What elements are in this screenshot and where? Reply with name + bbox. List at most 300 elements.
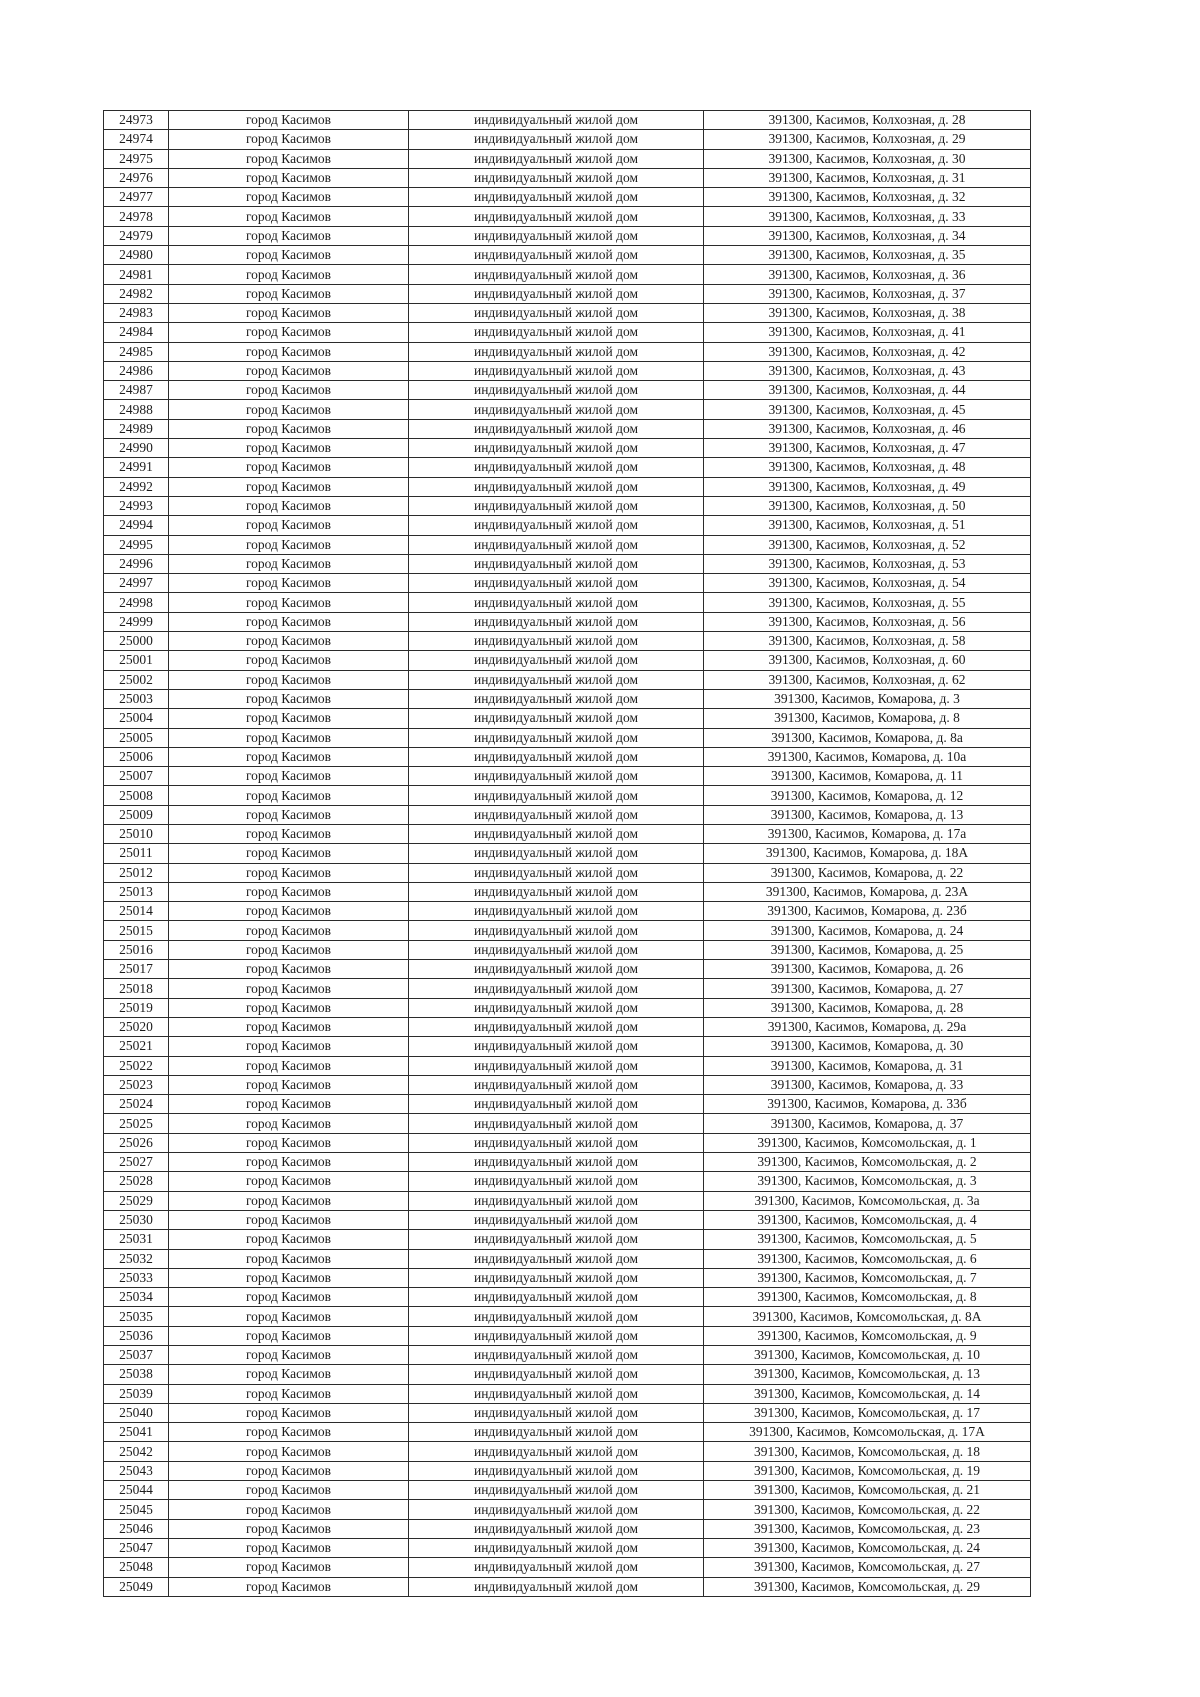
locality-cell: город Касимов [169, 593, 409, 612]
address-cell: 391300, Касимов, Комсомольская, д. 17А [704, 1423, 1031, 1442]
locality-cell: город Касимов [169, 1172, 409, 1191]
table-row [104, 1210, 1031, 1229]
table-row [104, 728, 1031, 747]
row-number-cell: 25004 [104, 709, 169, 728]
table-row [104, 747, 1031, 766]
row-number-cell: 25034 [104, 1288, 169, 1307]
locality-cell: город Касимов [169, 805, 409, 824]
building-type-cell: индивидуальный жилой дом [409, 381, 704, 400]
address-cell: 391300, Касимов, Комарова, д. 8 [704, 709, 1031, 728]
row-number-cell: 25033 [104, 1268, 169, 1287]
row-number-cell: 24991 [104, 458, 169, 477]
building-type-cell: индивидуальный жилой дом [409, 1153, 704, 1172]
locality-cell: город Касимов [169, 458, 409, 477]
address-cell: 391300, Касимов, Колхозная, д. 34 [704, 226, 1031, 245]
building-type-cell: индивидуальный жилой дом [409, 1268, 704, 1287]
building-type-cell: индивидуальный жилой дом [409, 168, 704, 187]
table-row [104, 265, 1031, 284]
building-type-cell: индивидуальный жилой дом [409, 612, 704, 631]
table-row [104, 130, 1031, 149]
table-row [104, 1172, 1031, 1191]
address-cell: 391300, Касимов, Комарова, д. 33 [704, 1075, 1031, 1094]
row-number-cell: 25025 [104, 1114, 169, 1133]
address-cell: 391300, Касимов, Комарова, д. 27 [704, 979, 1031, 998]
building-type-cell: индивидуальный жилой дом [409, 1288, 704, 1307]
building-type-cell: индивидуальный жилой дом [409, 284, 704, 303]
address-registry-table [103, 110, 1031, 1597]
locality-cell: город Касимов [169, 439, 409, 458]
row-number-cell: 25048 [104, 1558, 169, 1577]
row-number-cell: 25030 [104, 1210, 169, 1229]
building-type-cell: индивидуальный жилой дом [409, 439, 704, 458]
row-number-cell: 25010 [104, 824, 169, 843]
address-cell: 391300, Касимов, Колхозная, д. 50 [704, 496, 1031, 515]
locality-cell: город Касимов [169, 1075, 409, 1094]
table-row [104, 246, 1031, 265]
building-type-cell: индивидуальный жилой дом [409, 979, 704, 998]
building-type-cell: индивидуальный жилой дом [409, 632, 704, 651]
address-cell: 391300, Касимов, Комарова, д. 31 [704, 1056, 1031, 1075]
table-row [104, 1558, 1031, 1577]
building-type-cell: индивидуальный жилой дом [409, 149, 704, 168]
row-number-cell: 25039 [104, 1384, 169, 1403]
address-cell: 391300, Касимов, Колхозная, д. 47 [704, 439, 1031, 458]
locality-cell: город Касимов [169, 226, 409, 245]
row-number-cell: 25031 [104, 1230, 169, 1249]
table-row [104, 998, 1031, 1017]
row-number-cell: 24973 [104, 111, 169, 130]
address-cell: 391300, Касимов, Комарова, д. 33б [704, 1095, 1031, 1114]
building-type-cell: индивидуальный жилой дом [409, 496, 704, 515]
table-row [104, 1056, 1031, 1075]
table-row [104, 921, 1031, 940]
building-type-cell: индивидуальный жилой дом [409, 786, 704, 805]
locality-cell: город Касимов [169, 747, 409, 766]
table-row [104, 979, 1031, 998]
address-cell: 391300, Касимов, Комсомольская, д. 23 [704, 1519, 1031, 1538]
building-type-cell: индивидуальный жилой дом [409, 1519, 704, 1538]
address-cell: 391300, Касимов, Колхозная, д. 58 [704, 632, 1031, 651]
row-number-cell: 24981 [104, 265, 169, 284]
locality-cell: город Касимов [169, 728, 409, 747]
row-number-cell: 24978 [104, 207, 169, 226]
building-type-cell: индивидуальный жилой дом [409, 516, 704, 535]
row-number-cell: 25001 [104, 651, 169, 670]
table-row [104, 1017, 1031, 1036]
building-type-cell: индивидуальный жилой дом [409, 1326, 704, 1345]
row-number-cell: 25000 [104, 632, 169, 651]
row-number-cell: 25026 [104, 1133, 169, 1152]
row-number-cell: 25021 [104, 1037, 169, 1056]
address-cell: 391300, Касимов, Колхозная, д. 29 [704, 130, 1031, 149]
row-number-cell: 25012 [104, 863, 169, 882]
address-cell: 391300, Касимов, Комарова, д. 23б [704, 902, 1031, 921]
address-cell: 391300, Касимов, Комарова, д. 3 [704, 689, 1031, 708]
address-cell: 391300, Касимов, Комсомольская, д. 24 [704, 1538, 1031, 1557]
table-row [104, 1500, 1031, 1519]
building-type-cell: индивидуальный жилой дом [409, 1037, 704, 1056]
table-row [104, 689, 1031, 708]
address-cell: 391300, Касимов, Колхозная, д. 37 [704, 284, 1031, 303]
address-cell: 391300, Касимов, Комсомольская, д. 27 [704, 1558, 1031, 1577]
address-cell: 391300, Касимов, Комсомольская, д. 9 [704, 1326, 1031, 1345]
building-type-cell: индивидуальный жилой дом [409, 1307, 704, 1326]
row-number-cell: 25002 [104, 670, 169, 689]
address-cell: 391300, Касимов, Комарова, д. 25 [704, 940, 1031, 959]
locality-cell: город Касимов [169, 709, 409, 728]
building-type-cell: индивидуальный жилой дом [409, 1191, 704, 1210]
table-row [104, 284, 1031, 303]
row-number-cell: 25019 [104, 998, 169, 1017]
address-cell: 391300, Касимов, Колхозная, д. 52 [704, 535, 1031, 554]
address-cell: 391300, Касимов, Колхозная, д. 51 [704, 516, 1031, 535]
building-type-cell: индивидуальный жилой дом [409, 998, 704, 1017]
locality-cell: город Касимов [169, 516, 409, 535]
address-cell: 391300, Касимов, Комарова, д. 26 [704, 960, 1031, 979]
address-cell: 391300, Касимов, Колхозная, д. 56 [704, 612, 1031, 631]
row-number-cell: 25049 [104, 1577, 169, 1596]
locality-cell: город Касимов [169, 1133, 409, 1152]
address-cell: 391300, Касимов, Комарова, д. 29а [704, 1017, 1031, 1036]
table-row [104, 111, 1031, 130]
locality-cell: город Касимов [169, 400, 409, 419]
table-row [104, 593, 1031, 612]
address-cell: 391300, Касимов, Колхозная, д. 60 [704, 651, 1031, 670]
table-row [104, 612, 1031, 631]
building-type-cell: индивидуальный жилой дом [409, 844, 704, 863]
row-number-cell: 25017 [104, 960, 169, 979]
locality-cell: город Касимов [169, 670, 409, 689]
locality-cell: город Касимов [169, 1153, 409, 1172]
locality-cell: город Касимов [169, 786, 409, 805]
building-type-cell: индивидуальный жилой дом [409, 130, 704, 149]
address-cell: 391300, Касимов, Комсомольская, д. 3 [704, 1172, 1031, 1191]
address-cell: 391300, Касимов, Комсомольская, д. 21 [704, 1481, 1031, 1500]
table-row [104, 303, 1031, 322]
row-number-cell: 25016 [104, 940, 169, 959]
row-number-cell: 24996 [104, 554, 169, 573]
building-type-cell: индивидуальный жилой дом [409, 824, 704, 843]
address-cell: 391300, Касимов, Комсомольская, д. 10 [704, 1346, 1031, 1365]
row-number-cell: 24974 [104, 130, 169, 149]
row-number-cell: 25022 [104, 1056, 169, 1075]
address-cell: 391300, Касимов, Колхозная, д. 46 [704, 419, 1031, 438]
address-cell: 391300, Касимов, Комсомольская, д. 14 [704, 1384, 1031, 1403]
locality-cell: город Касимов [169, 998, 409, 1017]
address-cell: 391300, Касимов, Комарова, д. 10а [704, 747, 1031, 766]
building-type-cell: индивидуальный жилой дом [409, 747, 704, 766]
address-cell: 391300, Касимов, Комарова, д. 11 [704, 767, 1031, 786]
table-row [104, 1538, 1031, 1557]
row-number-cell: 25045 [104, 1500, 169, 1519]
table-row [104, 1095, 1031, 1114]
building-type-cell: индивидуальный жилой дом [409, 1442, 704, 1461]
address-cell: 391300, Касимов, Колхозная, д. 43 [704, 361, 1031, 380]
address-cell: 391300, Касимов, Колхозная, д. 62 [704, 670, 1031, 689]
row-number-cell: 24998 [104, 593, 169, 612]
address-cell: 391300, Касимов, Колхозная, д. 31 [704, 168, 1031, 187]
locality-cell: город Касимов [169, 612, 409, 631]
address-cell: 391300, Касимов, Колхозная, д. 48 [704, 458, 1031, 477]
row-number-cell: 25023 [104, 1075, 169, 1094]
table-row [104, 361, 1031, 380]
locality-cell: город Касимов [169, 921, 409, 940]
building-type-cell: индивидуальный жилой дом [409, 1500, 704, 1519]
table-row [104, 1442, 1031, 1461]
address-cell: 391300, Касимов, Комсомольская, д. 18 [704, 1442, 1031, 1461]
table-row [104, 1075, 1031, 1094]
locality-cell: город Касимов [169, 535, 409, 554]
row-number-cell: 25036 [104, 1326, 169, 1345]
building-type-cell: индивидуальный жилой дом [409, 1114, 704, 1133]
row-number-cell: 24980 [104, 246, 169, 265]
table-row [104, 1403, 1031, 1422]
table-row [104, 1365, 1031, 1384]
locality-cell: город Касимов [169, 1577, 409, 1596]
locality-cell: город Касимов [169, 1288, 409, 1307]
locality-cell: город Касимов [169, 1056, 409, 1075]
building-type-cell: индивидуальный жилой дом [409, 361, 704, 380]
table-row [104, 458, 1031, 477]
row-number-cell: 25005 [104, 728, 169, 747]
table-row [104, 419, 1031, 438]
row-number-cell: 24976 [104, 168, 169, 187]
address-cell: 391300, Касимов, Комсомольская, д. 6 [704, 1249, 1031, 1268]
locality-cell: город Касимов [169, 1037, 409, 1056]
building-type-cell: индивидуальный жилой дом [409, 226, 704, 245]
locality-cell: город Касимов [169, 824, 409, 843]
address-cell: 391300, Касимов, Комсомольская, д. 3а [704, 1191, 1031, 1210]
table-row [104, 1249, 1031, 1268]
table-row [104, 786, 1031, 805]
building-type-cell: индивидуальный жилой дом [409, 863, 704, 882]
locality-cell: город Касимов [169, 111, 409, 130]
row-number-cell: 25029 [104, 1191, 169, 1210]
table-row [104, 1384, 1031, 1403]
building-type-cell: индивидуальный жилой дом [409, 1133, 704, 1152]
table-row [104, 1114, 1031, 1133]
table-row [104, 1461, 1031, 1480]
table-row [104, 1288, 1031, 1307]
table-row [104, 477, 1031, 496]
table-row [104, 824, 1031, 843]
address-cell: 391300, Касимов, Комсомольская, д. 5 [704, 1230, 1031, 1249]
building-type-cell: индивидуальный жилой дом [409, 1365, 704, 1384]
locality-cell: город Касимов [169, 1461, 409, 1480]
table-row [104, 574, 1031, 593]
address-cell: 391300, Касимов, Комарова, д. 13 [704, 805, 1031, 824]
building-type-cell: индивидуальный жилой дом [409, 400, 704, 419]
row-number-cell: 25013 [104, 882, 169, 901]
row-number-cell: 24992 [104, 477, 169, 496]
row-number-cell: 25042 [104, 1442, 169, 1461]
row-number-cell: 25047 [104, 1538, 169, 1557]
table-row [104, 632, 1031, 651]
table-row [104, 1230, 1031, 1249]
building-type-cell: индивидуальный жилой дом [409, 458, 704, 477]
row-number-cell: 25037 [104, 1346, 169, 1365]
building-type-cell: индивидуальный жилой дом [409, 1423, 704, 1442]
table-row [104, 1307, 1031, 1326]
building-type-cell: индивидуальный жилой дом [409, 323, 704, 342]
building-type-cell: индивидуальный жилой дом [409, 111, 704, 130]
row-number-cell: 25006 [104, 747, 169, 766]
table-row [104, 342, 1031, 361]
address-cell: 391300, Касимов, Колхозная, д. 38 [704, 303, 1031, 322]
locality-cell: город Касимов [169, 1268, 409, 1287]
address-cell: 391300, Касимов, Колхозная, д. 30 [704, 149, 1031, 168]
table-row [104, 188, 1031, 207]
table-row [104, 149, 1031, 168]
table-row [104, 381, 1031, 400]
registry-table-body [104, 111, 1031, 1597]
address-cell: 391300, Касимов, Комарова, д. 17а [704, 824, 1031, 843]
row-number-cell: 25040 [104, 1403, 169, 1422]
row-number-cell: 24989 [104, 419, 169, 438]
row-number-cell: 24983 [104, 303, 169, 322]
table-row [104, 1153, 1031, 1172]
locality-cell: город Касимов [169, 1326, 409, 1345]
address-cell: 391300, Касимов, Комсомольская, д. 4 [704, 1210, 1031, 1229]
table-row [104, 1191, 1031, 1210]
building-type-cell: индивидуальный жилой дом [409, 477, 704, 496]
table-row [104, 535, 1031, 554]
building-type-cell: индивидуальный жилой дом [409, 1346, 704, 1365]
address-cell: 391300, Касимов, Комарова, д. 8а [704, 728, 1031, 747]
table-row [104, 805, 1031, 824]
locality-cell: город Касимов [169, 1346, 409, 1365]
address-cell: 391300, Касимов, Комарова, д. 24 [704, 921, 1031, 940]
locality-cell: город Касимов [169, 361, 409, 380]
building-type-cell: индивидуальный жилой дом [409, 767, 704, 786]
address-cell: 391300, Касимов, Комарова, д. 18А [704, 844, 1031, 863]
locality-cell: город Касимов [169, 265, 409, 284]
locality-cell: город Касимов [169, 554, 409, 573]
row-number-cell: 24987 [104, 381, 169, 400]
row-number-cell: 24997 [104, 574, 169, 593]
locality-cell: город Касимов [169, 882, 409, 901]
locality-cell: город Касимов [169, 1210, 409, 1229]
address-cell: 391300, Касимов, Комсомольская, д. 1 [704, 1133, 1031, 1152]
building-type-cell: индивидуальный жилой дом [409, 1558, 704, 1577]
table-row [104, 168, 1031, 187]
row-number-cell: 25027 [104, 1153, 169, 1172]
row-number-cell: 25014 [104, 902, 169, 921]
table-row [104, 226, 1031, 245]
building-type-cell: индивидуальный жилой дом [409, 1538, 704, 1557]
building-type-cell: индивидуальный жилой дом [409, 574, 704, 593]
locality-cell: город Касимов [169, 1403, 409, 1422]
table-row [104, 1577, 1031, 1596]
building-type-cell: индивидуальный жилой дом [409, 670, 704, 689]
table-row [104, 767, 1031, 786]
locality-cell: город Касимов [169, 1384, 409, 1403]
building-type-cell: индивидуальный жилой дом [409, 940, 704, 959]
address-cell: 391300, Касимов, Комсомольская, д. 22 [704, 1500, 1031, 1519]
locality-cell: город Касимов [169, 168, 409, 187]
address-cell: 391300, Касимов, Колхозная, д. 41 [704, 323, 1031, 342]
locality-cell: город Касимов [169, 381, 409, 400]
locality-cell: город Касимов [169, 188, 409, 207]
building-type-cell: индивидуальный жилой дом [409, 882, 704, 901]
building-type-cell: индивидуальный жилой дом [409, 554, 704, 573]
building-type-cell: индивидуальный жилой дом [409, 1230, 704, 1249]
row-number-cell: 25003 [104, 689, 169, 708]
row-number-cell: 24995 [104, 535, 169, 554]
row-number-cell: 24988 [104, 400, 169, 419]
building-type-cell: индивидуальный жилой дом [409, 1461, 704, 1480]
locality-cell: город Касимов [169, 1423, 409, 1442]
locality-cell: город Касимов [169, 1114, 409, 1133]
row-number-cell: 25035 [104, 1307, 169, 1326]
address-cell: 391300, Касимов, Колхозная, д. 36 [704, 265, 1031, 284]
row-number-cell: 24979 [104, 226, 169, 245]
building-type-cell: индивидуальный жилой дом [409, 535, 704, 554]
address-cell: 391300, Касимов, Комсомольская, д. 8А [704, 1307, 1031, 1326]
locality-cell: город Касимов [169, 1017, 409, 1036]
locality-cell: город Касимов [169, 496, 409, 515]
building-type-cell: индивидуальный жилой дом [409, 728, 704, 747]
table-row [104, 670, 1031, 689]
building-type-cell: индивидуальный жилой дом [409, 709, 704, 728]
locality-cell: город Касимов [169, 940, 409, 959]
table-row [104, 651, 1031, 670]
address-cell: 391300, Касимов, Колхозная, д. 28 [704, 111, 1031, 130]
building-type-cell: индивидуальный жилой дом [409, 1172, 704, 1191]
address-cell: 391300, Касимов, Комарова, д. 37 [704, 1114, 1031, 1133]
locality-cell: город Касимов [169, 149, 409, 168]
row-number-cell: 25044 [104, 1481, 169, 1500]
row-number-cell: 25032 [104, 1249, 169, 1268]
table-row [104, 554, 1031, 573]
row-number-cell: 24977 [104, 188, 169, 207]
building-type-cell: индивидуальный жилой дом [409, 1056, 704, 1075]
row-number-cell: 25038 [104, 1365, 169, 1384]
row-number-cell: 25020 [104, 1017, 169, 1036]
building-type-cell: индивидуальный жилой дом [409, 902, 704, 921]
address-cell: 391300, Касимов, Колхозная, д. 55 [704, 593, 1031, 612]
address-cell: 391300, Касимов, Колхозная, д. 33 [704, 207, 1031, 226]
building-type-cell: индивидуальный жилой дом [409, 960, 704, 979]
locality-cell: город Касимов [169, 1191, 409, 1210]
table-row [104, 902, 1031, 921]
address-cell: 391300, Касимов, Колхозная, д. 45 [704, 400, 1031, 419]
row-number-cell: 25028 [104, 1172, 169, 1191]
table-row [104, 516, 1031, 535]
address-cell: 391300, Касимов, Колхозная, д. 42 [704, 342, 1031, 361]
row-number-cell: 25024 [104, 1095, 169, 1114]
building-type-cell: индивидуальный жилой дом [409, 593, 704, 612]
building-type-cell: индивидуальный жилой дом [409, 1384, 704, 1403]
locality-cell: город Касимов [169, 246, 409, 265]
locality-cell: город Касимов [169, 1481, 409, 1500]
table-row [104, 1133, 1031, 1152]
locality-cell: город Касимов [169, 574, 409, 593]
row-number-cell: 24993 [104, 496, 169, 515]
locality-cell: город Касимов [169, 979, 409, 998]
locality-cell: город Касимов [169, 960, 409, 979]
table-row [104, 1346, 1031, 1365]
table-row [104, 439, 1031, 458]
locality-cell: город Касимов [169, 342, 409, 361]
locality-cell: город Касимов [169, 767, 409, 786]
table-row [104, 1268, 1031, 1287]
locality-cell: город Касимов [169, 284, 409, 303]
locality-cell: город Касимов [169, 1500, 409, 1519]
building-type-cell: индивидуальный жилой дом [409, 651, 704, 670]
row-number-cell: 25007 [104, 767, 169, 786]
address-cell: 391300, Касимов, Комсомольская, д. 7 [704, 1268, 1031, 1287]
